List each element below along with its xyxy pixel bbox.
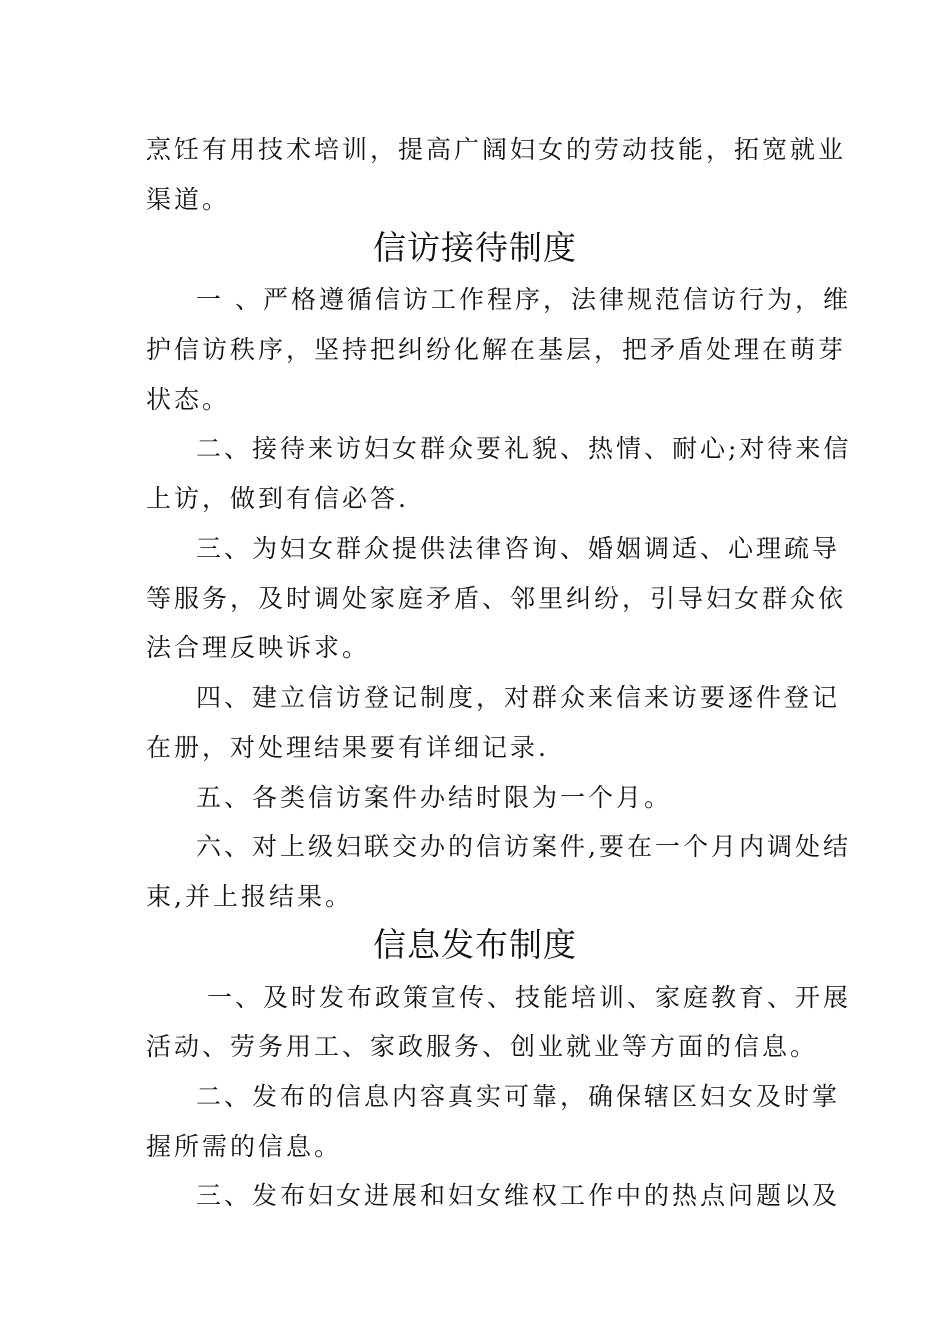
text-line: 五、各类信访案件办结时限为一个月。 <box>196 783 673 812</box>
text-line: 法合理反映诉求。 <box>146 633 371 662</box>
text-line: 六、对上级妇联交办的信访案件,要在一个月内调处结 <box>196 832 851 861</box>
text-line: 上访，做到有信必答. <box>146 484 409 513</box>
text-line: 一 、严格遵循信访工作程序，法律规范信访行为，维 <box>196 285 851 314</box>
text-line: 活动、劳务用工、家政服务、创业就业等方面的信息。 <box>146 1032 819 1061</box>
text-line: 二、发布的信息内容真实可靠，确保辖区妇女及时掌 <box>196 1082 841 1111</box>
text-line: 三、为妇女群众提供法律咨询、婚姻调适、心理疏导 <box>196 534 841 563</box>
text-line: 护信访秩序，坚持把纠纷化解在基层，把矛盾处理在萌芽 <box>146 335 847 364</box>
text-line: 四、建立信访登记制度，对群众来信来访要逐件登记 <box>196 683 841 712</box>
text-line: 三、发布妇女进展和妇女维权工作中的热点问题以及 <box>196 1181 841 1210</box>
text-line: 握所需的信息。 <box>146 1132 343 1161</box>
section-title: 信息发布制度 <box>373 925 577 964</box>
text-line: 一、及时发布政策宣传、技能培训、家庭教育、开展 <box>196 983 851 1012</box>
section-title: 信访接待制度 <box>373 228 577 267</box>
text-line: 渠道。 <box>146 185 231 214</box>
text-line: 在册，对处理结果要有详细记录. <box>146 733 549 762</box>
text-line: 烹饪有用技术培训，提高广阔妇女的劳动技能，拓宽就业 <box>146 135 847 164</box>
text-line: 等服务，及时调处家庭矛盾、邻里纠纷，引导妇女群众依 <box>146 584 847 613</box>
text-line: 状态。 <box>146 385 231 414</box>
text-line: 束,并上报结果。 <box>146 882 353 911</box>
text-line: 二、接待来访妇女群众要礼貌、热情、耐心;对待来信 <box>196 434 852 463</box>
